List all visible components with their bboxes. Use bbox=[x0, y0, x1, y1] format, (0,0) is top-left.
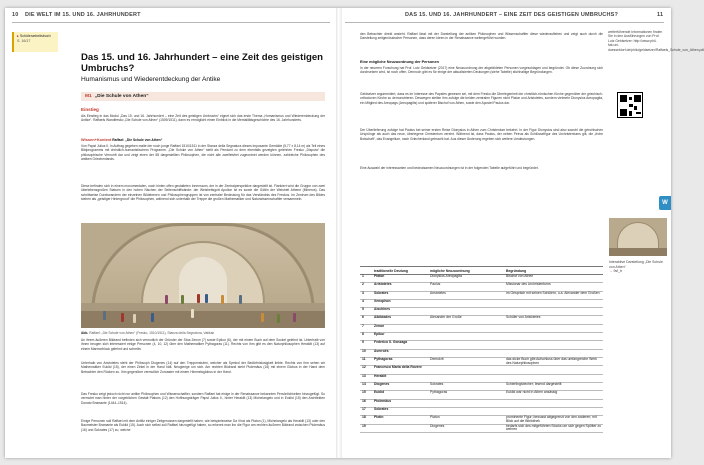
table-cell-new-assignment bbox=[428, 341, 504, 349]
table-row bbox=[360, 341, 603, 349]
right-section-heading: Eine mögliche Neuzuordnung der Personen bbox=[360, 60, 439, 64]
table-cell-row-number: 5 bbox=[360, 308, 372, 316]
figure-person bbox=[181, 295, 184, 304]
table-cell-row-number: 4 bbox=[360, 299, 372, 307]
table-cell-row-number: 17 bbox=[360, 407, 372, 415]
table-cell-reasoning: Schierlingsbecher; lesend dargestellt bbox=[504, 382, 603, 390]
left-bottom-paragraph-2: Unterhalb von Aristoteles steht der Philosoph Diogenes (14) auf den Treppenstufen, welcher als Symbol der Bedürfnislosigkeit liebte. Rechts von ihm sehen wir Mathematiker Euklid (15), der einen Zirkel in der Hand hält. Neugierige um sich. Am rechten Bildrand steht Ptolemäus (16) mit einem Globus in der Hand dem Betrachter den Rücken zu. Ihm gegenüber vermutlich Zoroaster mit einem Himmelsglobus in der Hand. bbox=[81, 361, 325, 374]
page-gutter bbox=[336, 8, 342, 458]
left-bottom-paragraph-1: An ihrem äußeren Bildrand befinden sich vermutlich der Gründer der Stoa Zenon (7) sowie Epikur (6), der mit einem Buch auf dem Sockel gelehnt ist. Unterhalb von ihnen beugen sich interessiert einige Personen (4, 10, 12) über den Mathematiker Pythagoras (11). Rechts von ihm gibt es den Naturphilosophen Heraklit (13) auf einem Marmorblock gelehnt und schreibt. bbox=[81, 338, 325, 351]
thumbnail-floor bbox=[609, 248, 667, 256]
table-cell-new-assignment: Diogenes bbox=[428, 424, 504, 432]
table-cell-new-assignment: Dionysios Areopagita bbox=[428, 275, 504, 283]
einstieg-text: Als Einstieg in das Modul „Das 15. und 16. Jahrhundert – eine Zeit des geistigen Umbruchs“ eignet sich das erste Thema „Humanismus und Wiederentdeckung der Antike“. Raffaels Wandfresko „Die Schule von Athen“ (1509/1511), dann es ermöglicht einen Einblick in die Mentalitätsgeschichte des 16. Jahrhunderts. bbox=[81, 114, 325, 123]
figure-caption-label: Abb. bbox=[81, 331, 89, 335]
right-paragraph-1: In der neueren Forschung hat Prof. Lutz Geldsetzer (2017) eine Neuzuordnung der abgebildeten Personen vorgeschlagen und begründet. Ob diese Zuordnung sich durchsetzen wird, ist noch offen. Dennoch gibt es für einige der aktualisierten Deutungen (siehe Tabelle) stichhaltige Begründungen. bbox=[360, 66, 603, 75]
figure-person bbox=[205, 294, 208, 303]
figure-person bbox=[165, 295, 168, 304]
table-cell-row-number: 3 bbox=[360, 291, 372, 299]
table-cell-traditional-name: Platon bbox=[372, 275, 428, 283]
table-cell-traditional-name: Sokrates bbox=[372, 291, 428, 299]
further-info-note: weiterführende Informationen finden Sie in den Ausführungen von Prof. Lutz Geldsetzer: http://www.phil-fak.uni-duesseldorf.de/philo/geldsetzer/Raffaels_Schule_von_Athen.pdf bbox=[608, 30, 704, 52]
table-cell-traditional-name: Sokrates bbox=[372, 407, 428, 415]
figure-person bbox=[103, 311, 106, 320]
table-cell-row-number: 18 bbox=[360, 416, 372, 424]
table-cell-new-assignment bbox=[428, 299, 504, 307]
table-cell-new-assignment: Demokrit bbox=[428, 357, 504, 365]
interactive-link[interactable] bbox=[609, 260, 667, 274]
table-cell-row-number: 19 bbox=[360, 424, 372, 432]
table-cell-reasoning bbox=[504, 333, 603, 341]
table-cell-new-assignment: Pythagoras bbox=[428, 391, 504, 399]
table-cell-new-assignment: Platon bbox=[428, 416, 504, 424]
person-assignment-table bbox=[360, 266, 603, 433]
right-paragraph-3: Der Überlieferung zufolge hat Paulus bei seiner ersten Reise Dionysios in Athen zum Christentum bekehrt. In der Figur Dionysios sind also sowohl die griechischen Ursprünge als auch das neue, überlegene Christentum vereint. Während ist, dass Paulus, der neben Petrus als Schlüsselfigur des Urchristentums gilt, die „frohe Botschaft“, das Evangelium, nach Griechenland gebracht hat. Aus dieser Änderung ergeben sich weitere Umdeutungen. bbox=[360, 128, 603, 141]
table-cell-traditional-name: Ptolemäus bbox=[372, 399, 428, 407]
header-rule-left bbox=[12, 22, 330, 23]
table-cell-new-assignment bbox=[428, 399, 504, 407]
table-cell-traditional-name: Francesco Maria della Rovere bbox=[372, 366, 428, 374]
table-cell-row-number: 12 bbox=[360, 366, 372, 374]
right-running-head: DAS 15. UND 16. JAHRHUNDERT – EINE ZEIT DES GEISTIGEN UMBRUCHS? bbox=[405, 12, 619, 18]
table-cell-traditional-name: Zenon bbox=[372, 324, 428, 332]
table-cell-row-number: 10 bbox=[360, 349, 372, 357]
book-spread bbox=[5, 8, 704, 458]
figure-caption bbox=[81, 331, 214, 335]
table-cell-reasoning bbox=[504, 366, 603, 374]
table-cell-reasoning: prominente Figur; bewusst abgegrenzt von den anderen; mit Blick auf die Bibliothek bbox=[504, 416, 603, 424]
wissen-title: Raffael: „Die Schule von Athen“ bbox=[112, 138, 163, 142]
arrow-icon: ▸ bbox=[17, 34, 19, 38]
table-cell-traditional-name: Alkibiades bbox=[372, 316, 428, 324]
m1-tag: M1 bbox=[85, 94, 92, 99]
qr-code-icon[interactable] bbox=[617, 92, 643, 118]
fresco-floor bbox=[81, 311, 325, 328]
einstieg-heading: Einstieg bbox=[81, 107, 99, 112]
table-cell-row-number: 16 bbox=[360, 399, 372, 407]
table-row bbox=[360, 299, 603, 307]
figure-person bbox=[221, 295, 224, 304]
workbook-code: S. 16/17 bbox=[17, 39, 31, 43]
table-cell-reasoning bbox=[504, 324, 603, 332]
figure-person bbox=[239, 295, 242, 304]
wissen-heading: Wissen+Kontext bbox=[81, 137, 112, 142]
table-cell-reasoning: im Gespräch mit seinen Schülern, u.a. Alexander dem Großen bbox=[504, 291, 603, 299]
workbook-reference-box bbox=[12, 32, 58, 52]
table-cell-row-number: 13 bbox=[360, 374, 372, 382]
interactive-label: Interaktive Darstellung „Die Schule von Athen“ bbox=[609, 260, 663, 269]
figure-person bbox=[151, 313, 154, 322]
table-row bbox=[360, 382, 603, 390]
table-cell-row-number: 9 bbox=[360, 341, 372, 349]
table-cell-new-assignment: Sokrates bbox=[428, 382, 504, 390]
page-subtitle: Humanismus und Wiederentdeckung der Antike bbox=[81, 76, 221, 83]
figure-person bbox=[133, 314, 136, 323]
table-cell-traditional-name: Euklid bbox=[372, 391, 428, 399]
table-cell-row-number: 7 bbox=[360, 324, 372, 332]
figure-person bbox=[277, 314, 280, 323]
material-m1-bar bbox=[81, 92, 325, 101]
figure-caption-text: Raffael: „Die Schule von Athen“ (Fresko, 1510/1511), Stanza della Segnatura, Vatikan bbox=[89, 331, 215, 335]
table-row bbox=[360, 316, 603, 324]
table-cell-traditional-name: Heraklit bbox=[372, 374, 428, 382]
table-cell-traditional-name: Averroës bbox=[372, 349, 428, 357]
right-intro-paragraph: den Betrachter direkt ansieht. Raffael lässt mit der Darstellung der antiken Philosophen und Wissenschaftler diese wiederaufleben und zeigt auch durch die Darstellung zeitgenössischer Personen, dass deren Ideen in der Renaissance weitergeführt wurden. bbox=[360, 32, 603, 41]
table-cell-row-number: 2 bbox=[360, 283, 372, 291]
table-cell-reasoning: das dicke Buch gibt Aufschluss über das umfangreiche Werk des Naturphilosophen bbox=[504, 357, 603, 365]
table-cell-new-assignment: Alexander der Große bbox=[428, 316, 504, 324]
table-header-reason: Begründung bbox=[504, 267, 603, 275]
table-cell-traditional-name: Aischines bbox=[372, 308, 428, 316]
wissen-paragraph-2: Diese befinden sich in einem monumentalen, nach hinten offen gestalteten Innenraum, der in der Zentralperspektive dargestellt ist. Flankiert wird die Gruppe von zwei überlebensgroßen Statuen in den hohen Nischen der Seitenschiffwände: der Weisheitsgott Apollon ist es sowie die Göttin der Weisheit Athene (Minerva). Das schrittweise Durchwandern der einzelnen Bildebenen und Philosophengruppen ist von zentraler Bedeutung für das Verständnis des Freskos. Im Zentrum des Bildes stehen als „geistiger Hintergrund“ die Philosophen, während sich unterhalb der Treppe die großen Mathematiker und Naturwissenschaftler versammeln. bbox=[81, 184, 325, 202]
table-row bbox=[360, 291, 603, 299]
wissen-heading-line bbox=[81, 138, 325, 142]
table-row bbox=[360, 324, 603, 332]
interactive-code: 9sf_tr bbox=[613, 269, 623, 273]
table-cell-traditional-name bbox=[372, 424, 428, 432]
table-cell-new-assignment: Aristoteles bbox=[428, 291, 504, 299]
table-cell-traditional-name: Xenophon bbox=[372, 299, 428, 307]
figure-person bbox=[293, 313, 296, 322]
right-paragraph-2: Geldsetzer argumentiert, dass es im Interesse des Papstes gewesen sei, mit dem Fresko die Überlegenheit der christlich-römischen Kirche gegenüber der griechisch-orthodoxen Kirche zu demonstrieren. Deswegen stellen ihm zufolge die beiden zentralen Figuren nicht Platon und Aristoteles, sondern vielmehr Dionysios Areopagita, ein Mitglied des Areopags (Areopagitis) und späterer Bischof von Athen, sowie den Apostel Paulus dar. bbox=[360, 92, 603, 105]
table-header-traditional: traditionelle Deutung bbox=[372, 267, 428, 275]
table-cell-row-number: 8 bbox=[360, 333, 372, 341]
figure-person bbox=[197, 294, 200, 303]
table-cell-new-assignment: Paulus bbox=[428, 283, 504, 291]
table-row bbox=[360, 374, 603, 382]
table-row bbox=[360, 308, 603, 316]
table-row bbox=[360, 416, 603, 424]
interactive-thumbnail[interactable] bbox=[609, 218, 667, 256]
right-page-number: 11 bbox=[657, 12, 664, 18]
table-cell-traditional-name: Epikur bbox=[372, 333, 428, 341]
table-header-row bbox=[360, 267, 603, 275]
left-page-number: 10 bbox=[12, 12, 19, 18]
table-cell-reasoning: Schüler von Aristoteles bbox=[504, 316, 603, 324]
table-row bbox=[360, 391, 603, 399]
figure-person bbox=[121, 313, 124, 322]
left-running-head: DIE WELT IM 15. UND 16. JAHRHUNDERT bbox=[25, 12, 141, 18]
table-cell-reasoning bbox=[504, 399, 603, 407]
table-row bbox=[360, 366, 603, 374]
table-cell-reasoning: Bischof von Athen bbox=[504, 275, 603, 283]
left-bottom-paragraph-4: Einige Personen soll Raffael mit dem Antlitz einiger Zeitgenossen dargestellt haben, wie beispielsweise Da Vinci als Platon (1), Michelangelo als Heraklit (13) oder den Baumeister Bramante als Euklid (15). Auch sich selbst soll Raffael hinzugefügt haben, so erkennt man ihn die Figur am rechten äußeren Bildrand zwischen Ptolemäus (16) und Sokrates (17) zu, welche bbox=[81, 419, 325, 432]
right-paragraph-4: Eine Auswahl der interessanten und bedeutsamen Neuzuordnungen ist in der folgenden Tabelle aufgeführt und begründet. bbox=[360, 166, 539, 170]
table-header-new: mögliche Neuzuordnung bbox=[428, 267, 504, 275]
table-cell-row-number: 1 bbox=[360, 275, 372, 283]
table-cell-new-assignment bbox=[428, 324, 504, 332]
table-row bbox=[360, 399, 603, 407]
table-cell-traditional-name: Pythagoras bbox=[372, 357, 428, 365]
table-cell-new-assignment bbox=[428, 333, 504, 341]
figure-person bbox=[191, 309, 194, 318]
m1-label: „Die Schule von Athen“ bbox=[94, 94, 149, 99]
table-cell-row-number: 6 bbox=[360, 316, 372, 324]
table-cell-reasoning bbox=[504, 299, 603, 307]
table-cell-reasoning: Missionar des Urchristentums bbox=[504, 283, 603, 291]
header-rule-right bbox=[345, 22, 664, 23]
table-cell-row-number: 15 bbox=[360, 391, 372, 399]
wissen-paragraph-1: Von Papst Julius II. in Auftrag gegeben malte der noch junge Raffael 1510/1511 in der Stanza della Segnatura dieses imposante Gemälde (5,77 x 8,14 m) als Teil eines Bildprogramms mit christlich-humanistischem Programm. „Die Schule von Athen“ stellt als Pendant zu dem ebenfalls gezeigten gelehrten Fresko „Disputa“ die philosophische Vernunft dar und zeigt einen der 58 dargestellten Philosophen, die nicht alle zweifelsfrei zugeordnet werden können, zahlreiche Philosophen des antiken Griechenlands. bbox=[81, 144, 325, 162]
table-cell-reasoning: Euklid war nicht in Athen ansässig bbox=[504, 391, 603, 399]
table-cell-traditional-name: Diogenes bbox=[372, 382, 428, 390]
workbook-label: Schülerarbeitsbuch bbox=[19, 34, 51, 38]
table-cell-traditional-name: Plotin bbox=[372, 416, 428, 424]
left-bottom-paragraph-3: Das Fresko zeigt jedoch nicht nur antike Philosophen und Wissenschaftler, sondern Raffael hat einige in der Renaissance bekannten Persönlichkeiten hinzugefügt. So vermutet man hinter der vorgeblichen Gestalt Platons (12) den Hoffnungsträger Papst Julius II., hinter Heraklit (13) Michelangelo und in Euklid (15) den Architekten Donato Bramante (1444–1514). bbox=[81, 392, 325, 405]
table-cell-traditional-name: Federico II. Gonzaga bbox=[372, 341, 428, 349]
table-cell-reasoning: bedarfs sich des mitgeführten Stocks um sich gegen Spötter zu wehren bbox=[506, 423, 601, 432]
table-cell-row-number: 11 bbox=[360, 357, 372, 365]
table-row bbox=[360, 275, 603, 283]
table-cell-reasoning bbox=[504, 341, 603, 349]
page-title: Das 15. und 16. Jahrhundert – eine Zeit des geistigen Umbruchs? bbox=[81, 52, 324, 74]
table-row bbox=[360, 424, 603, 432]
link-arrow-icon: → bbox=[609, 269, 613, 273]
school-of-athens-image bbox=[81, 223, 325, 328]
figure-person bbox=[261, 313, 264, 322]
web-tab-badge[interactable]: W bbox=[659, 196, 671, 210]
table-cell-new-assignment bbox=[428, 366, 504, 374]
table-row bbox=[360, 283, 603, 291]
table-cell-traditional-name: Aristoteles bbox=[372, 283, 428, 291]
table-cell-row-number: 14 bbox=[360, 382, 372, 390]
